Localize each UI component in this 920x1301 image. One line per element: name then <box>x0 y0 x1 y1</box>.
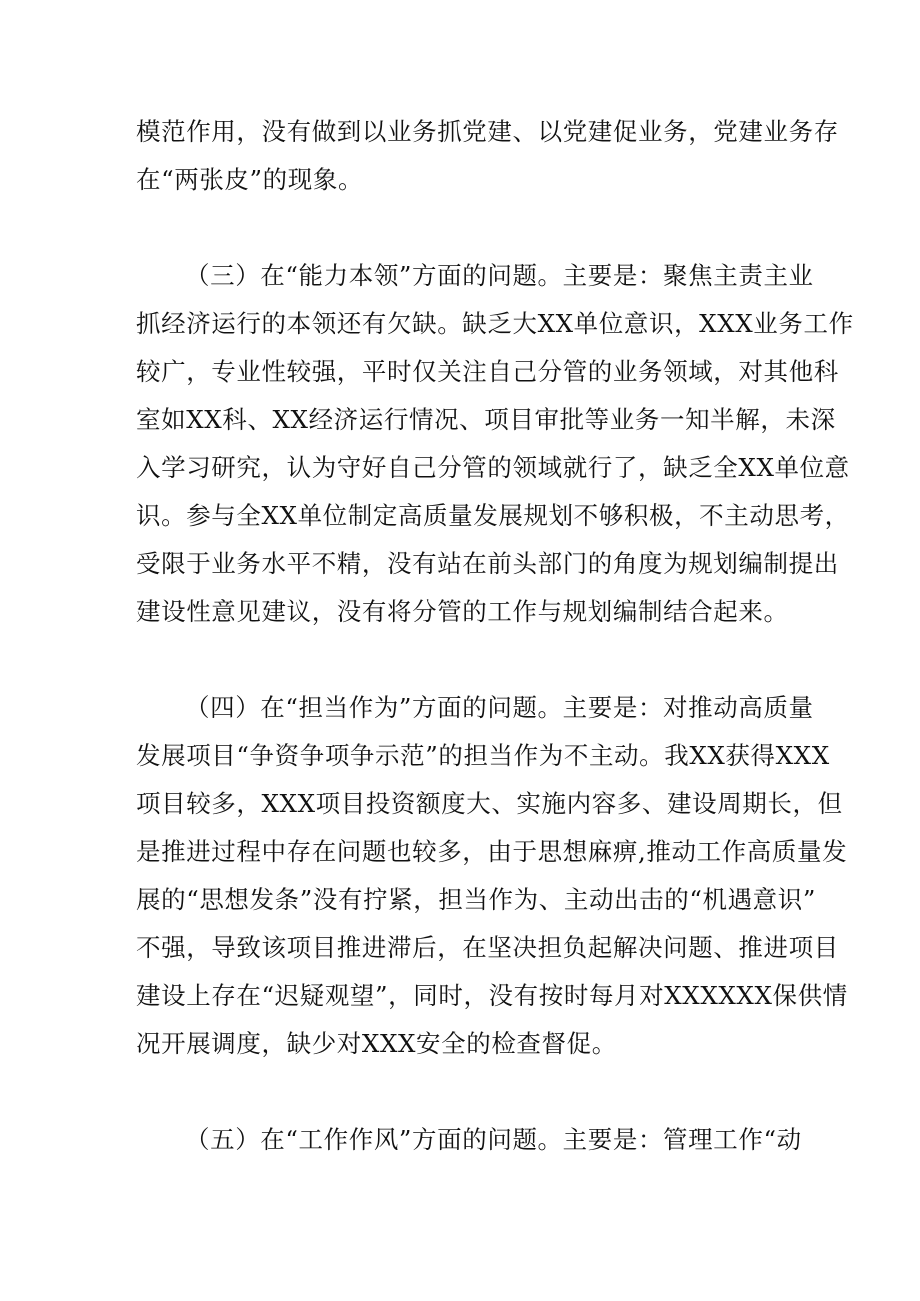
section-heading-line: （三）在“能力本领”方面的问题。主要是：聚焦主责主业 <box>185 261 814 290</box>
paragraph-line: 受限于业务水平不精，没有站在前头部门的角度为规划编制提出 <box>136 549 839 578</box>
paragraph-line: 是推进过程中存在问题也较多，由于思想麻痹,推动工作高质量发 <box>136 837 848 866</box>
section-heading-line: （四）在“担当作为”方面的问题。主要是：对推动高质量 <box>185 693 814 722</box>
paragraph-line: 建设上存在“迟疑观望”，同时，没有按时每月对XXXXXX保供情 <box>136 981 848 1010</box>
paragraph-line: 展的“思想发条”没有拧紧，担当作为、主动出击的“机遇意识” <box>136 885 816 914</box>
paragraph-line: 不强，导致该项目推进滞后，在坚决担负起解决问题、推进项目 <box>136 933 839 962</box>
section-heading-line: （五）在“工作作风”方面的问题。主要是：管理工作“动 <box>185 1125 802 1154</box>
paragraph-line: 在“两张皮”的现象。 <box>136 165 364 194</box>
paragraph-line: 况开展调度，缺少对XXX安全的检查督促。 <box>136 1029 617 1058</box>
paragraph-line: 入学习研究，认为守好自己分管的领域就行了，缺乏全XX单位意 <box>136 453 850 482</box>
paragraph-line: 较广，专业性较强，平时仅关注自己分管的业务领域，对其他科 <box>136 357 839 386</box>
paragraph-line: 建设性意见建议，没有将分管的工作与规划编制结合起来。 <box>136 597 789 626</box>
paragraph-line: 模范作用，没有做到以业务抓党建、以党建促业务，党建业务存 <box>136 117 839 146</box>
paragraph-line: 项目较多，XXX项目投资额度大、实施内容多、建设周期长，但 <box>136 789 843 818</box>
paragraph-line: 发展项目“争资争项争示范”的担当作为不主动。我XX获得XXX <box>136 741 830 770</box>
paragraph-line: 识。参与全XX单位制定高质量发展规划不够积极，不主动思考， <box>136 501 850 530</box>
paragraph-line: 室如XX科、XX经济运行情况、项目审批等业务一知半解，未深 <box>136 405 836 434</box>
paragraph-line: 抓经济运行的本领还有欠缺。缺乏大XX单位意识，XXX业务工作 <box>136 309 854 338</box>
